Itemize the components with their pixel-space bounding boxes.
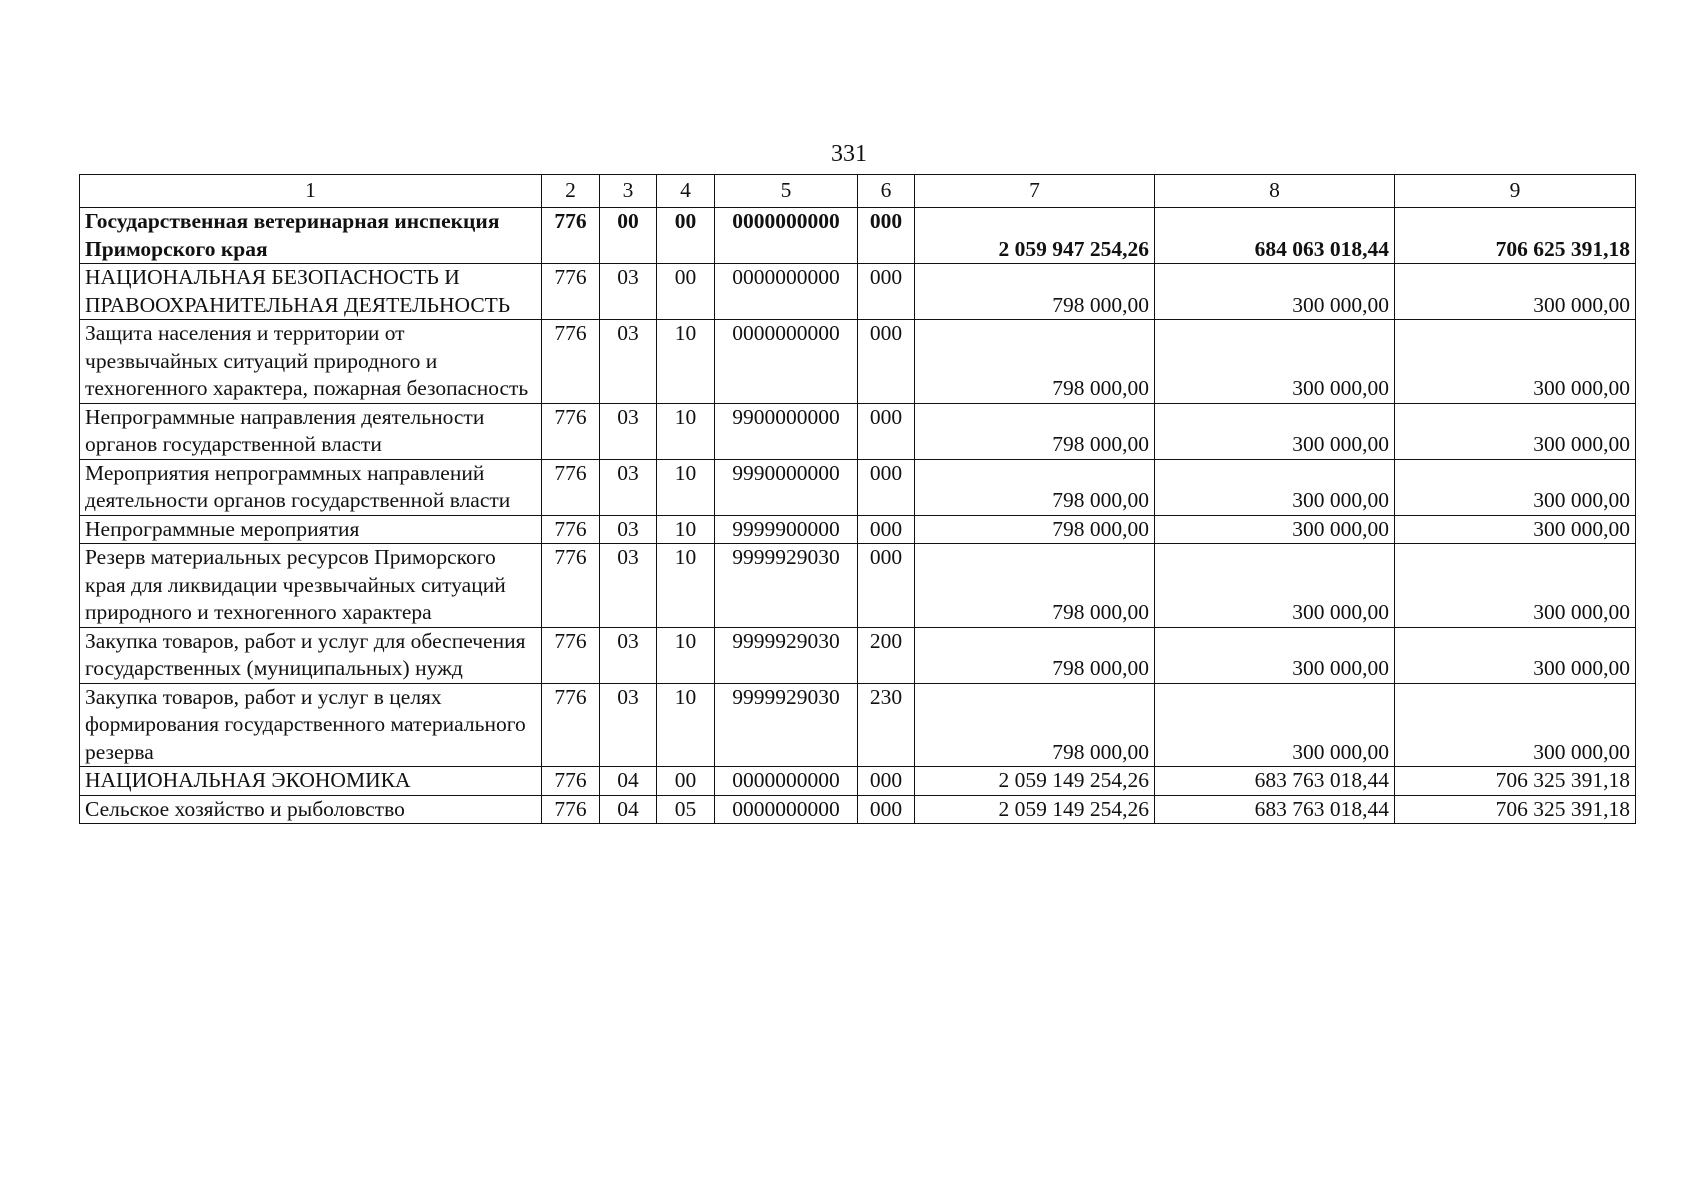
code-cell: 00 xyxy=(657,767,715,796)
code-cell: 000 xyxy=(858,544,915,628)
code-cell: 03 xyxy=(600,683,657,767)
amount-cell: 300 000,00 xyxy=(1155,627,1395,683)
amount-cell: 798 000,00 xyxy=(915,627,1155,683)
code-cell: 000 xyxy=(858,403,915,459)
table-row xyxy=(80,544,1636,628)
code-cell: 03 xyxy=(600,515,657,544)
column-header: 7 xyxy=(915,175,1155,208)
code-cell: 000 xyxy=(858,795,915,824)
code-cell: 776 xyxy=(542,795,600,824)
amount-cell: 300 000,00 xyxy=(1395,264,1636,320)
amount-cell: 300 000,00 xyxy=(1155,403,1395,459)
row-name: Непрограммные мероприятия xyxy=(80,515,542,544)
code-cell: 04 xyxy=(600,795,657,824)
code-cell: 0000000000 xyxy=(715,208,858,264)
code-cell: 776 xyxy=(542,459,600,515)
amount-cell: 798 000,00 xyxy=(915,459,1155,515)
code-cell: 03 xyxy=(600,544,657,628)
code-cell: 776 xyxy=(542,264,600,320)
column-header: 8 xyxy=(1155,175,1395,208)
code-cell: 776 xyxy=(542,544,600,628)
amount-cell: 2 059 149 254,26 xyxy=(915,795,1155,824)
code-cell: 776 xyxy=(542,320,600,404)
table-row xyxy=(80,627,1636,683)
amount-cell: 798 000,00 xyxy=(915,683,1155,767)
row-name: Закупка товаров, работ и услуг для обеспечения государственных (муниципальных) нужд xyxy=(80,627,542,683)
code-cell: 00 xyxy=(600,208,657,264)
amount-cell: 300 000,00 xyxy=(1395,515,1636,544)
table-row xyxy=(80,795,1636,824)
row-name: Мероприятия непрограммных направлений деятельности органов государственной власти xyxy=(80,459,542,515)
code-cell: 776 xyxy=(542,683,600,767)
column-header: 9 xyxy=(1395,175,1636,208)
code-cell: 10 xyxy=(657,459,715,515)
table-row xyxy=(80,767,1636,796)
amount-cell: 300 000,00 xyxy=(1395,320,1636,404)
code-cell: 9990000000 xyxy=(715,459,858,515)
code-cell: 04 xyxy=(600,767,657,796)
amount-cell: 300 000,00 xyxy=(1155,515,1395,544)
amount-cell: 300 000,00 xyxy=(1395,403,1636,459)
row-name: Закупка товаров, работ и услуг в целях формирования государственного материального резерва xyxy=(80,683,542,767)
code-cell: 776 xyxy=(542,627,600,683)
code-cell: 10 xyxy=(657,515,715,544)
header-row xyxy=(80,175,1636,208)
amount-cell: 300 000,00 xyxy=(1155,320,1395,404)
code-cell: 000 xyxy=(858,208,915,264)
amount-cell: 683 763 018,44 xyxy=(1155,795,1395,824)
code-cell: 776 xyxy=(542,403,600,459)
code-cell: 000 xyxy=(858,459,915,515)
table-row xyxy=(80,683,1636,767)
row-name: Резерв материальных ресурсов Приморского края для ликвидации чрезвычайных ситуаций природного и техногенного характера xyxy=(80,544,542,628)
code-cell: 0000000000 xyxy=(715,767,858,796)
code-cell: 10 xyxy=(657,544,715,628)
code-cell: 03 xyxy=(600,627,657,683)
code-cell: 776 xyxy=(542,767,600,796)
code-cell: 9999929030 xyxy=(715,683,858,767)
amount-cell: 2 059 947 254,26 xyxy=(915,208,1155,264)
amount-cell: 300 000,00 xyxy=(1155,459,1395,515)
amount-cell: 798 000,00 xyxy=(915,403,1155,459)
code-cell: 00 xyxy=(657,264,715,320)
row-name: Защита населения и территории от чрезвычайных ситуаций природного и техногенного характера, пожарная безопасность xyxy=(80,320,542,404)
page-number: 331 xyxy=(831,141,867,167)
table-row xyxy=(80,403,1636,459)
budget-table xyxy=(79,174,1636,824)
table-row xyxy=(80,459,1636,515)
code-cell: 9999929030 xyxy=(715,627,858,683)
amount-cell: 706 325 391,18 xyxy=(1395,767,1636,796)
amount-cell: 798 000,00 xyxy=(915,544,1155,628)
code-cell: 000 xyxy=(858,264,915,320)
row-name: НАЦИОНАЛЬНАЯ БЕЗОПАСНОСТЬ И ПРАВООХРАНИТЕЛЬНАЯ ДЕЯТЕЛЬНОСТЬ xyxy=(80,264,542,320)
code-cell: 00 xyxy=(657,208,715,264)
table-body xyxy=(80,208,1636,824)
amount-cell: 300 000,00 xyxy=(1155,683,1395,767)
column-header: 2 xyxy=(542,175,600,208)
amount-cell: 300 000,00 xyxy=(1395,683,1636,767)
amount-cell: 300 000,00 xyxy=(1395,627,1636,683)
amount-cell: 2 059 149 254,26 xyxy=(915,767,1155,796)
table-row xyxy=(80,264,1636,320)
code-cell: 000 xyxy=(858,767,915,796)
amount-cell: 300 000,00 xyxy=(1155,544,1395,628)
code-cell: 0000000000 xyxy=(715,795,858,824)
row-name: Государственная ветеринарная инспекция Приморского края xyxy=(80,208,542,264)
code-cell: 03 xyxy=(600,459,657,515)
code-cell: 03 xyxy=(600,264,657,320)
code-cell: 10 xyxy=(657,627,715,683)
code-cell: 9900000000 xyxy=(715,403,858,459)
row-name: НАЦИОНАЛЬНАЯ ЭКОНОМИКА xyxy=(80,767,542,796)
table-row xyxy=(80,515,1636,544)
code-cell: 9999929030 xyxy=(715,544,858,628)
code-cell: 000 xyxy=(858,515,915,544)
column-header: 4 xyxy=(657,175,715,208)
code-cell: 03 xyxy=(600,320,657,404)
code-cell: 0000000000 xyxy=(715,320,858,404)
column-header: 1 xyxy=(80,175,542,208)
code-cell: 200 xyxy=(858,627,915,683)
code-cell: 9999900000 xyxy=(715,515,858,544)
code-cell: 776 xyxy=(542,515,600,544)
amount-cell: 798 000,00 xyxy=(915,515,1155,544)
row-name: Непрограммные направления деятельности органов государственной власти xyxy=(80,403,542,459)
code-cell: 10 xyxy=(657,320,715,404)
code-cell: 0000000000 xyxy=(715,264,858,320)
amount-cell: 798 000,00 xyxy=(915,320,1155,404)
row-name: Сельское хозяйство и рыболовство xyxy=(80,795,542,824)
code-cell: 776 xyxy=(542,208,600,264)
column-header: 3 xyxy=(600,175,657,208)
amount-cell: 300 000,00 xyxy=(1395,544,1636,628)
code-cell: 10 xyxy=(657,683,715,767)
column-header: 5 xyxy=(715,175,858,208)
amount-cell: 300 000,00 xyxy=(1395,459,1636,515)
amount-cell: 683 763 018,44 xyxy=(1155,767,1395,796)
amount-cell: 706 625 391,18 xyxy=(1395,208,1636,264)
amount-cell: 300 000,00 xyxy=(1155,264,1395,320)
table-row xyxy=(80,320,1636,404)
code-cell: 000 xyxy=(858,320,915,404)
code-cell: 05 xyxy=(657,795,715,824)
amount-cell: 798 000,00 xyxy=(915,264,1155,320)
amount-cell: 706 325 391,18 xyxy=(1395,795,1636,824)
code-cell: 10 xyxy=(657,403,715,459)
table-row xyxy=(80,208,1636,264)
code-cell: 03 xyxy=(600,403,657,459)
code-cell: 230 xyxy=(858,683,915,767)
amount-cell: 684 063 018,44 xyxy=(1155,208,1395,264)
column-header: 6 xyxy=(858,175,915,208)
